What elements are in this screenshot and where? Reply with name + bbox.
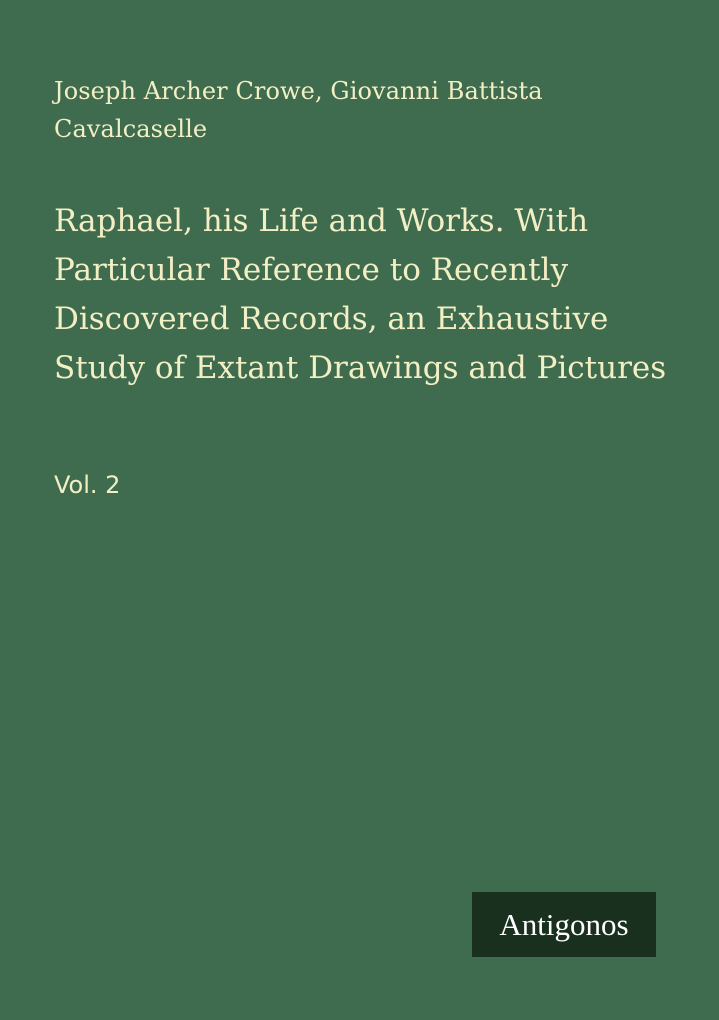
book-title: Raphael, his Life and Works. With Particular Reference to Recently Discovered Records, an Exhaustive Study of Extant Drawings and Pictures [54, 203, 667, 386]
volume-label: Vol. 2 [54, 471, 121, 499]
publisher-name: Antigonos [499, 906, 629, 942]
authors: Joseph Archer Crowe, Giovanni Battista Cavalcaselle [54, 77, 543, 143]
publisher-badge [472, 892, 656, 957]
